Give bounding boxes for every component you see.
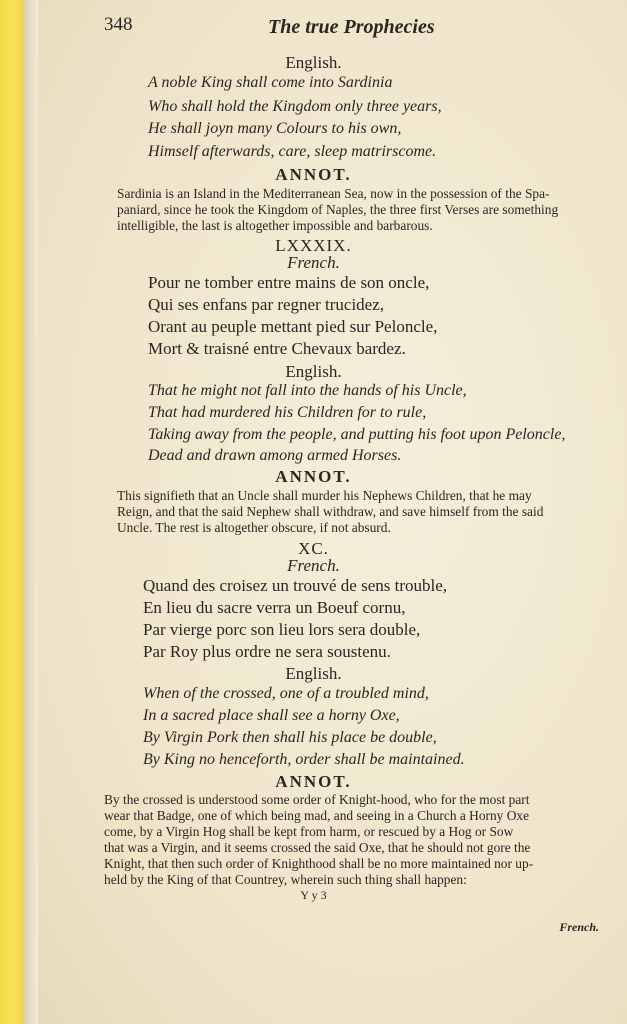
section-heading-english: English. — [285, 53, 342, 72]
verse-line: Par Roy plus ordre ne sera soustenu. — [143, 642, 391, 661]
section-heading-french: French. — [287, 253, 340, 272]
verse-line: En lieu du sacre verra un Boeuf cornu, — [143, 598, 406, 617]
section-heading-french: French. — [287, 556, 340, 575]
annot-line: Reign, and that the said Nephew shall withdraw, and save himself from the said — [117, 504, 544, 519]
signature-mark: Y y 3 — [300, 888, 327, 902]
annot-line: By the crossed is understood some order of Knight-hood, who for the most part — [104, 792, 530, 807]
yellow-page-edge — [0, 0, 24, 1024]
verse-line: Qui ses enfans par regner trucidez, — [148, 295, 385, 314]
verse-line: Who shall hold the Kingdom only three years, — [148, 98, 442, 115]
verse-line: That had murdered his Children for to rule, — [148, 404, 427, 421]
annot-line: This signifieth that an Uncle shall murder his Nephews Children, that he may — [117, 488, 532, 503]
annot-line: intelligible, the last is altogether impossible and barbarous. — [117, 218, 433, 233]
running-title: The true Prophecies — [268, 16, 435, 38]
section-heading-english: English. — [285, 362, 342, 381]
gutter-shadow — [24, 0, 38, 1024]
verse-line: He shall joyn many Colours to his own, — [148, 120, 402, 137]
section-heading-english: English. — [285, 664, 342, 683]
catchword: French. — [559, 920, 599, 934]
verse-line: By King no henceforth, order shall be maintained. — [143, 751, 465, 768]
annot-line: come, by a Virgin Hog shall be kept from harm, or rescued by a Hog or Sow — [104, 824, 514, 839]
annot-line: wear that Badge, one of which being mad, and seeing in a Church a Horny Oxe — [104, 808, 530, 823]
verse-line: Mort & traisné entre Chevaux bardez. — [148, 339, 406, 358]
annot-line: Knight, that then such order of Knighthood shall be no more maintained nor up- — [104, 856, 534, 871]
stanza-number: LXXXIX. — [275, 236, 352, 255]
verse-line: In a sacred place shall see a horny Oxe, — [143, 707, 400, 724]
page-number: 348 — [104, 14, 133, 35]
verse-line: Orant au peuple mettant pied sur Peloncle, — [148, 317, 438, 336]
verse-line: Dead and drawn among armed Horses. — [148, 447, 402, 464]
annot-heading: ANNOT. — [275, 165, 352, 184]
verse-line: That he might not fall into the hands of his Uncle, — [148, 382, 467, 399]
annot-line: Uncle. The rest is altogether obscure, if not absurd. — [117, 520, 391, 535]
annot-line: paniard, since he took the Kingdom of Naples, the three first Verses are something — [117, 202, 559, 217]
verse-line: Pour ne tomber entre mains de son oncle, — [148, 273, 430, 292]
annot-line: that was a Virgin, and it seems crossed the said Oxe, that he should not gore the — [104, 840, 531, 855]
annot-line: held by the King of that Countrey, wherein such thing shall happen: — [104, 872, 467, 887]
verse-line: Himself afterwards, care, sleep matrirscome. — [148, 143, 437, 160]
annot-heading: ANNOT. — [275, 772, 352, 791]
verse-line: Quand des croisez un trouvé de sens trouble, — [143, 576, 448, 595]
verse-line: By Virgin Pork then shall his place be double, — [143, 729, 437, 746]
verse-line: Par vierge porc son lieu lors sera double, — [143, 620, 421, 639]
annot-line: Sardinia is an Island in the Mediterranean Sea, now in the possession of the Spa- — [117, 186, 550, 201]
verse-line: Taking away from the people, and putting his foot upon Peloncle, — [148, 426, 566, 443]
stanza-number: XC. — [298, 539, 329, 558]
verse-line: A noble King shall come into Sardinia — [148, 74, 393, 91]
verse-line: When of the crossed, one of a troubled mind, — [143, 685, 429, 702]
annot-heading: ANNOT. — [275, 467, 352, 486]
